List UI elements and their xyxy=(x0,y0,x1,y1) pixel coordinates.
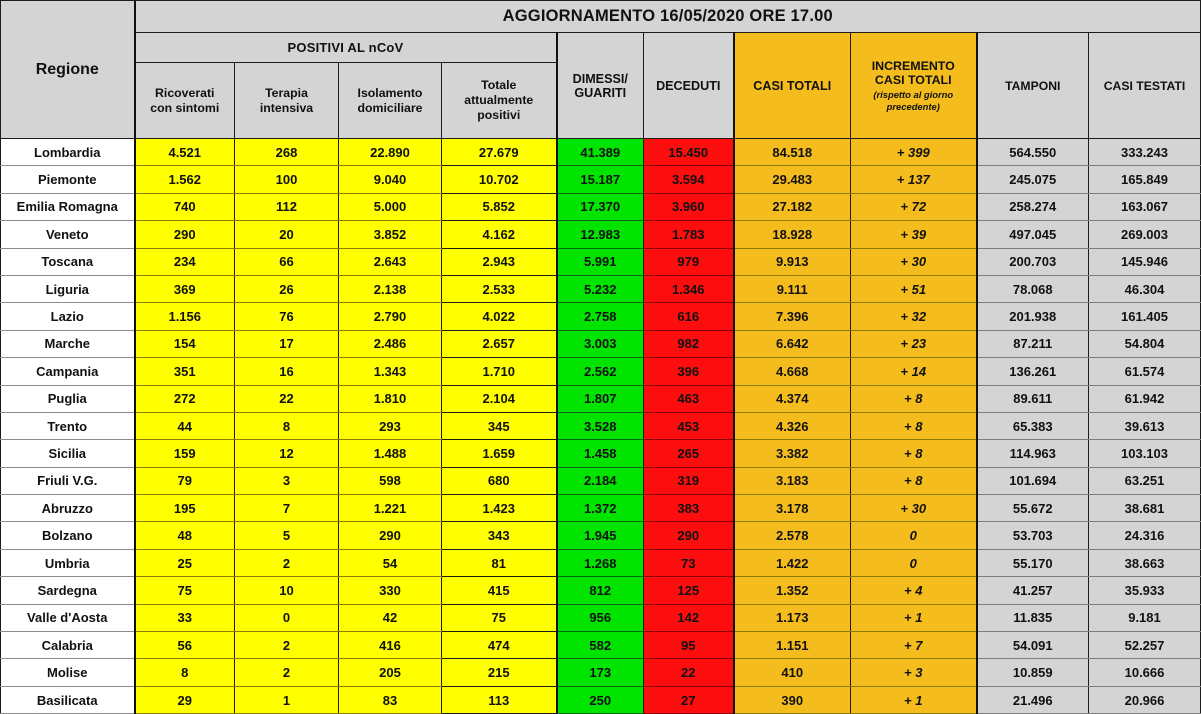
table-row xyxy=(1,385,1201,412)
cell-terapia-intensiva: 16 xyxy=(235,358,339,385)
cell-ricoverati-con-sintomi: 8 xyxy=(135,659,235,686)
cell-deceduti: 27 xyxy=(644,686,734,713)
cell-casi-totali: 4.668 xyxy=(734,358,851,385)
cell-dimessi-guariti: 1.945 xyxy=(557,522,644,549)
cell-tamponi: 11.835 xyxy=(977,604,1089,631)
cell-casi-totali: 4.374 xyxy=(734,385,851,412)
header-totale-line2: attualmente xyxy=(464,93,534,107)
cell-casi-testati: 52.257 xyxy=(1089,632,1201,659)
cell-incremento-casi-totali: + 30 xyxy=(851,248,977,275)
cell-dimessi-guariti: 1.458 xyxy=(557,440,644,467)
cell-terapia-intensiva: 76 xyxy=(235,303,339,330)
header-regione-label: Regione xyxy=(35,60,99,78)
cell-casi-testati: 39.613 xyxy=(1089,412,1201,439)
header-dimessi-line2: GUARITI xyxy=(574,85,627,100)
cell-casi-testati: 46.304 xyxy=(1089,275,1201,302)
cell-terapia-intensiva: 112 xyxy=(235,193,339,220)
cell-terapia-intensiva: 8 xyxy=(235,412,339,439)
cell-terapia-intensiva: 20 xyxy=(235,221,339,248)
header-col-ricoverati xyxy=(135,63,235,139)
cell-ricoverati-con-sintomi: 369 xyxy=(135,275,235,302)
cell-ricoverati-con-sintomi: 1.156 xyxy=(135,303,235,330)
header-totale-line1: Totale xyxy=(481,78,517,92)
header-incremento-line1: INCREMENTO xyxy=(871,59,955,74)
cell-region-name: Marche xyxy=(1,330,135,357)
table-row xyxy=(1,248,1201,275)
cell-totale-attualmente-positivi: 1.710 xyxy=(442,358,557,385)
cell-terapia-intensiva: 10 xyxy=(235,577,339,604)
cell-casi-totali: 29.483 xyxy=(734,166,851,193)
table-row xyxy=(1,632,1201,659)
header-tamponi-label: TAMPONI xyxy=(1005,78,1061,93)
cell-terapia-intensiva: 1 xyxy=(235,686,339,713)
cell-deceduti: 125 xyxy=(644,577,734,604)
cell-terapia-intensiva: 12 xyxy=(235,440,339,467)
cell-totale-attualmente-positivi: 10.702 xyxy=(442,166,557,193)
cell-incremento-casi-totali: + 1 xyxy=(851,604,977,631)
cell-isolamento-domiciliare: 2.643 xyxy=(339,248,442,275)
header-group-row xyxy=(1,33,1201,63)
cell-terapia-intensiva: 2 xyxy=(235,659,339,686)
cell-deceduti: 3.594 xyxy=(644,166,734,193)
cell-casi-totali: 7.396 xyxy=(734,303,851,330)
cell-casi-totali: 1.151 xyxy=(734,632,851,659)
cell-incremento-casi-totali: + 4 xyxy=(851,577,977,604)
cell-terapia-intensiva: 2 xyxy=(235,632,339,659)
cell-tamponi: 53.703 xyxy=(977,522,1089,549)
cell-region-name: Molise xyxy=(1,659,135,686)
cell-dimessi-guariti: 5.232 xyxy=(557,275,644,302)
cell-casi-testati: 10.666 xyxy=(1089,659,1201,686)
cell-ricoverati-con-sintomi: 79 xyxy=(135,467,235,494)
cell-totale-attualmente-positivi: 2.104 xyxy=(442,385,557,412)
cell-deceduti: 616 xyxy=(644,303,734,330)
cell-dimessi-guariti: 2.758 xyxy=(557,303,644,330)
header-ricoverati-line2: con sintomi xyxy=(150,100,220,115)
table-row xyxy=(1,330,1201,357)
cell-incremento-casi-totali: + 137 xyxy=(851,166,977,193)
header-regione-cell xyxy=(1,1,135,139)
cell-deceduti: 396 xyxy=(644,358,734,385)
cell-deceduti: 319 xyxy=(644,467,734,494)
cell-isolamento-domiciliare: 330 xyxy=(339,577,442,604)
cell-casi-testati: 38.663 xyxy=(1089,549,1201,576)
cell-region-name: Liguria xyxy=(1,275,135,302)
cell-ricoverati-con-sintomi: 1.562 xyxy=(135,166,235,193)
cell-incremento-casi-totali: 0 xyxy=(851,522,977,549)
cell-incremento-casi-totali: + 39 xyxy=(851,221,977,248)
cell-terapia-intensiva: 0 xyxy=(235,604,339,631)
table-row xyxy=(1,549,1201,576)
cell-region-name: Friuli V.G. xyxy=(1,467,135,494)
cell-casi-totali: 3.183 xyxy=(734,467,851,494)
header-col-isolamento xyxy=(339,63,442,139)
cell-isolamento-domiciliare: 5.000 xyxy=(339,193,442,220)
cell-terapia-intensiva: 2 xyxy=(235,549,339,576)
header-col-deceduti xyxy=(644,33,734,139)
cell-deceduti: 290 xyxy=(644,522,734,549)
cell-totale-attualmente-positivi: 2.943 xyxy=(442,248,557,275)
cell-casi-totali: 84.518 xyxy=(734,139,851,166)
cell-region-name: Piemonte xyxy=(1,166,135,193)
cell-dimessi-guariti: 41.389 xyxy=(557,139,644,166)
cell-dimessi-guariti: 956 xyxy=(557,604,644,631)
header-col-casi-totali xyxy=(734,33,851,139)
cell-tamponi: 258.274 xyxy=(977,193,1089,220)
header-isolamento-line2: domiciliare xyxy=(357,100,423,115)
cell-deceduti: 982 xyxy=(644,330,734,357)
cell-casi-testati: 161.405 xyxy=(1089,303,1201,330)
cell-incremento-casi-totali: + 8 xyxy=(851,385,977,412)
table-row xyxy=(1,659,1201,686)
cell-deceduti: 95 xyxy=(644,632,734,659)
cell-deceduti: 265 xyxy=(644,440,734,467)
cell-ricoverati-con-sintomi: 351 xyxy=(135,358,235,385)
cell-incremento-casi-totali: + 399 xyxy=(851,139,977,166)
cell-ricoverati-con-sintomi: 195 xyxy=(135,495,235,522)
cell-region-name: Emilia Romagna xyxy=(1,193,135,220)
cell-casi-totali: 9.913 xyxy=(734,248,851,275)
cell-isolamento-domiciliare: 83 xyxy=(339,686,442,713)
cell-region-name: Toscana xyxy=(1,248,135,275)
cell-totale-attualmente-positivi: 474 xyxy=(442,632,557,659)
cell-ricoverati-con-sintomi: 4.521 xyxy=(135,139,235,166)
cell-tamponi: 101.694 xyxy=(977,467,1089,494)
cell-casi-testati: 9.181 xyxy=(1089,604,1201,631)
table-row xyxy=(1,577,1201,604)
cell-deceduti: 383 xyxy=(644,495,734,522)
cell-incremento-casi-totali: + 32 xyxy=(851,303,977,330)
cell-casi-totali: 1.173 xyxy=(734,604,851,631)
cell-ricoverati-con-sintomi: 56 xyxy=(135,632,235,659)
header-col-terapia-intensiva xyxy=(235,63,339,139)
cell-region-name: Sicilia xyxy=(1,440,135,467)
header-casi-totali-label: CASI TOTALI xyxy=(753,78,832,93)
table-row xyxy=(1,193,1201,220)
cell-isolamento-domiciliare: 9.040 xyxy=(339,166,442,193)
cell-incremento-casi-totali: 0 xyxy=(851,549,977,576)
cell-totale-attualmente-positivi: 4.022 xyxy=(442,303,557,330)
cell-terapia-intensiva: 3 xyxy=(235,467,339,494)
cell-incremento-casi-totali: + 23 xyxy=(851,330,977,357)
cell-region-name: Lombardia xyxy=(1,139,135,166)
cell-casi-totali: 1.422 xyxy=(734,549,851,576)
cell-isolamento-domiciliare: 293 xyxy=(339,412,442,439)
cell-region-name: Campania xyxy=(1,358,135,385)
table-row xyxy=(1,412,1201,439)
cell-deceduti: 1.783 xyxy=(644,221,734,248)
cell-tamponi: 245.075 xyxy=(977,166,1089,193)
cell-totale-attualmente-positivi: 343 xyxy=(442,522,557,549)
cell-terapia-intensiva: 5 xyxy=(235,522,339,549)
cell-isolamento-domiciliare: 205 xyxy=(339,659,442,686)
cell-isolamento-domiciliare: 2.790 xyxy=(339,303,442,330)
header-casi-testati-label: CASI TESTATI xyxy=(1103,78,1186,93)
cell-dimessi-guariti: 582 xyxy=(557,632,644,659)
cell-region-name: Puglia xyxy=(1,385,135,412)
table-row xyxy=(1,495,1201,522)
cell-totale-attualmente-positivi: 4.162 xyxy=(442,221,557,248)
cell-casi-testati: 20.966 xyxy=(1089,686,1201,713)
cell-region-name: Lazio xyxy=(1,303,135,330)
cell-incremento-casi-totali: + 8 xyxy=(851,467,977,494)
cell-casi-testati: 61.942 xyxy=(1089,385,1201,412)
cell-region-name: Basilicata xyxy=(1,686,135,713)
cell-incremento-casi-totali: + 72 xyxy=(851,193,977,220)
cell-ricoverati-con-sintomi: 234 xyxy=(135,248,235,275)
cell-tamponi: 65.383 xyxy=(977,412,1089,439)
cell-isolamento-domiciliare: 598 xyxy=(339,467,442,494)
cell-totale-attualmente-positivi: 5.852 xyxy=(442,193,557,220)
cell-casi-testati: 38.681 xyxy=(1089,495,1201,522)
header-col-tamponi xyxy=(977,33,1089,139)
cell-isolamento-domiciliare: 1.221 xyxy=(339,495,442,522)
cell-casi-testati: 63.251 xyxy=(1089,467,1201,494)
header-col-casi-testati xyxy=(1089,33,1201,139)
cell-tamponi: 89.611 xyxy=(977,385,1089,412)
cell-casi-totali: 1.352 xyxy=(734,577,851,604)
cell-ricoverati-con-sintomi: 75 xyxy=(135,577,235,604)
cell-incremento-casi-totali: + 14 xyxy=(851,358,977,385)
cell-terapia-intensiva: 66 xyxy=(235,248,339,275)
cell-casi-testati: 145.946 xyxy=(1089,248,1201,275)
cell-tamponi: 200.703 xyxy=(977,248,1089,275)
table-body xyxy=(1,139,1201,714)
cell-casi-totali: 6.642 xyxy=(734,330,851,357)
cell-incremento-casi-totali: + 7 xyxy=(851,632,977,659)
header-terapia-line1: Terapia xyxy=(265,85,308,100)
cell-casi-testati: 54.804 xyxy=(1089,330,1201,357)
cell-deceduti: 453 xyxy=(644,412,734,439)
header-incremento-note: (rispetto al giorno precedente) xyxy=(873,89,954,112)
table-row xyxy=(1,139,1201,166)
cell-casi-totali: 3.382 xyxy=(734,440,851,467)
cell-ricoverati-con-sintomi: 29 xyxy=(135,686,235,713)
cell-totale-attualmente-positivi: 680 xyxy=(442,467,557,494)
cell-dimessi-guariti: 812 xyxy=(557,577,644,604)
cell-dimessi-guariti: 15.187 xyxy=(557,166,644,193)
header-ricoverati-line1: Ricoverati xyxy=(155,85,215,100)
cell-totale-attualmente-positivi: 415 xyxy=(442,577,557,604)
cell-casi-totali: 2.578 xyxy=(734,522,851,549)
cell-dimessi-guariti: 17.370 xyxy=(557,193,644,220)
cell-totale-attualmente-positivi: 27.679 xyxy=(442,139,557,166)
cell-totale-attualmente-positivi: 345 xyxy=(442,412,557,439)
cell-region-name: Veneto xyxy=(1,221,135,248)
cell-casi-testati: 163.067 xyxy=(1089,193,1201,220)
cell-dimessi-guariti: 2.562 xyxy=(557,358,644,385)
cell-region-name: Calabria xyxy=(1,632,135,659)
cell-casi-totali: 9.111 xyxy=(734,275,851,302)
header-totale-line3: positivi xyxy=(477,108,521,122)
cell-terapia-intensiva: 17 xyxy=(235,330,339,357)
table-row xyxy=(1,440,1201,467)
table-row xyxy=(1,604,1201,631)
cell-region-name: Valle d'Aosta xyxy=(1,604,135,631)
table-row xyxy=(1,221,1201,248)
cell-isolamento-domiciliare: 1.810 xyxy=(339,385,442,412)
cell-deceduti: 142 xyxy=(644,604,734,631)
cell-deceduti: 3.960 xyxy=(644,193,734,220)
cell-dimessi-guariti: 1.268 xyxy=(557,549,644,576)
cell-tamponi: 10.859 xyxy=(977,659,1089,686)
cell-totale-attualmente-positivi: 2.533 xyxy=(442,275,557,302)
cell-isolamento-domiciliare: 1.343 xyxy=(339,358,442,385)
cell-incremento-casi-totali: + 1 xyxy=(851,686,977,713)
header-terapia-line2: intensiva xyxy=(259,100,314,115)
cell-dimessi-guariti: 2.184 xyxy=(557,467,644,494)
cell-totale-attualmente-positivi: 1.423 xyxy=(442,495,557,522)
cell-casi-totali: 3.178 xyxy=(734,495,851,522)
cell-isolamento-domiciliare: 54 xyxy=(339,549,442,576)
cell-terapia-intensiva: 22 xyxy=(235,385,339,412)
cell-deceduti: 73 xyxy=(644,549,734,576)
cell-dimessi-guariti: 12.983 xyxy=(557,221,644,248)
cell-casi-testati: 269.003 xyxy=(1089,221,1201,248)
cell-isolamento-domiciliare: 2.486 xyxy=(339,330,442,357)
cell-incremento-casi-totali: + 51 xyxy=(851,275,977,302)
cell-tamponi: 87.211 xyxy=(977,330,1089,357)
table-header xyxy=(1,1,1201,139)
table-row xyxy=(1,686,1201,713)
table-row xyxy=(1,522,1201,549)
cell-region-name: Bolzano xyxy=(1,522,135,549)
table-row xyxy=(1,358,1201,385)
cell-casi-testati: 165.849 xyxy=(1089,166,1201,193)
cell-ricoverati-con-sintomi: 48 xyxy=(135,522,235,549)
header-col-incremento xyxy=(851,33,977,139)
cell-casi-testati: 35.933 xyxy=(1089,577,1201,604)
cell-casi-totali: 27.182 xyxy=(734,193,851,220)
cell-dimessi-guariti: 5.991 xyxy=(557,248,644,275)
cell-incremento-casi-totali: + 8 xyxy=(851,440,977,467)
header-deceduti-label: DECEDUTI xyxy=(656,78,721,93)
cell-tamponi: 55.672 xyxy=(977,495,1089,522)
cell-tamponi: 114.963 xyxy=(977,440,1089,467)
cell-totale-attualmente-positivi: 75 xyxy=(442,604,557,631)
cell-deceduti: 463 xyxy=(644,385,734,412)
cell-deceduti: 15.450 xyxy=(644,139,734,166)
header-dimessi-line1: DIMESSI/ xyxy=(572,71,628,86)
cell-casi-totali: 390 xyxy=(734,686,851,713)
cell-deceduti: 22 xyxy=(644,659,734,686)
cell-tamponi: 78.068 xyxy=(977,275,1089,302)
cell-isolamento-domiciliare: 290 xyxy=(339,522,442,549)
cell-region-name: Umbria xyxy=(1,549,135,576)
cell-ricoverati-con-sintomi: 740 xyxy=(135,193,235,220)
cell-isolamento-domiciliare: 3.852 xyxy=(339,221,442,248)
cell-tamponi: 136.261 xyxy=(977,358,1089,385)
cell-dimessi-guariti: 173 xyxy=(557,659,644,686)
cell-incremento-casi-totali: + 3 xyxy=(851,659,977,686)
cell-tamponi: 497.045 xyxy=(977,221,1089,248)
cell-ricoverati-con-sintomi: 33 xyxy=(135,604,235,631)
table-row xyxy=(1,166,1201,193)
cell-tamponi: 41.257 xyxy=(977,577,1089,604)
cell-isolamento-domiciliare: 22.890 xyxy=(339,139,442,166)
cell-ricoverati-con-sintomi: 25 xyxy=(135,549,235,576)
header-col-dimessi xyxy=(557,33,644,139)
cell-ricoverati-con-sintomi: 272 xyxy=(135,385,235,412)
cell-terapia-intensiva: 7 xyxy=(235,495,339,522)
cell-incremento-casi-totali: + 8 xyxy=(851,412,977,439)
cell-totale-attualmente-positivi: 2.657 xyxy=(442,330,557,357)
cell-dimessi-guariti: 3.528 xyxy=(557,412,644,439)
cell-casi-testati: 333.243 xyxy=(1089,139,1201,166)
cell-region-name: Trento xyxy=(1,412,135,439)
cell-isolamento-domiciliare: 416 xyxy=(339,632,442,659)
cell-ricoverati-con-sintomi: 159 xyxy=(135,440,235,467)
cell-dimessi-guariti: 1.807 xyxy=(557,385,644,412)
cell-incremento-casi-totali: + 30 xyxy=(851,495,977,522)
header-group-positivi: POSITIVI AL nCoV xyxy=(135,33,557,63)
cell-casi-testati: 103.103 xyxy=(1089,440,1201,467)
table-row xyxy=(1,303,1201,330)
cell-terapia-intensiva: 26 xyxy=(235,275,339,302)
cell-dimessi-guariti: 250 xyxy=(557,686,644,713)
cell-casi-totali: 4.326 xyxy=(734,412,851,439)
cell-region-name: Sardegna xyxy=(1,577,135,604)
cell-tamponi: 21.496 xyxy=(977,686,1089,713)
header-incremento-line2: CASI TOTALI xyxy=(874,73,952,88)
cell-ricoverati-con-sintomi: 154 xyxy=(135,330,235,357)
cell-deceduti: 979 xyxy=(644,248,734,275)
cell-dimessi-guariti: 3.003 xyxy=(557,330,644,357)
table-row xyxy=(1,275,1201,302)
cell-isolamento-domiciliare: 42 xyxy=(339,604,442,631)
cell-ricoverati-con-sintomi: 44 xyxy=(135,412,235,439)
cell-tamponi: 55.170 xyxy=(977,549,1089,576)
cell-terapia-intensiva: 268 xyxy=(235,139,339,166)
cell-casi-testati: 61.574 xyxy=(1089,358,1201,385)
cell-ricoverati-con-sintomi: 290 xyxy=(135,221,235,248)
header-isolamento-line1: Isolamento xyxy=(357,85,423,100)
table-row xyxy=(1,467,1201,494)
cell-casi-totali: 410 xyxy=(734,659,851,686)
cell-totale-attualmente-positivi: 1.659 xyxy=(442,440,557,467)
cell-totale-attualmente-positivi: 113 xyxy=(442,686,557,713)
cell-isolamento-domiciliare: 1.488 xyxy=(339,440,442,467)
cell-dimessi-guariti: 1.372 xyxy=(557,495,644,522)
cell-tamponi: 564.550 xyxy=(977,139,1089,166)
cell-totale-attualmente-positivi: 215 xyxy=(442,659,557,686)
header-col-totale-positivi xyxy=(442,63,557,139)
cell-region-name: Abruzzo xyxy=(1,495,135,522)
header-title-row xyxy=(1,1,1201,33)
cell-tamponi: 54.091 xyxy=(977,632,1089,659)
cell-isolamento-domiciliare: 2.138 xyxy=(339,275,442,302)
cell-tamponi: 201.938 xyxy=(977,303,1089,330)
cell-deceduti: 1.346 xyxy=(644,275,734,302)
cell-casi-totali: 18.928 xyxy=(734,221,851,248)
cell-casi-testati: 24.316 xyxy=(1089,522,1201,549)
header-update-title: AGGIORNAMENTO 16/05/2020 ORE 17.00 xyxy=(135,1,1201,33)
cell-terapia-intensiva: 100 xyxy=(235,166,339,193)
cell-totale-attualmente-positivi: 81 xyxy=(442,549,557,576)
